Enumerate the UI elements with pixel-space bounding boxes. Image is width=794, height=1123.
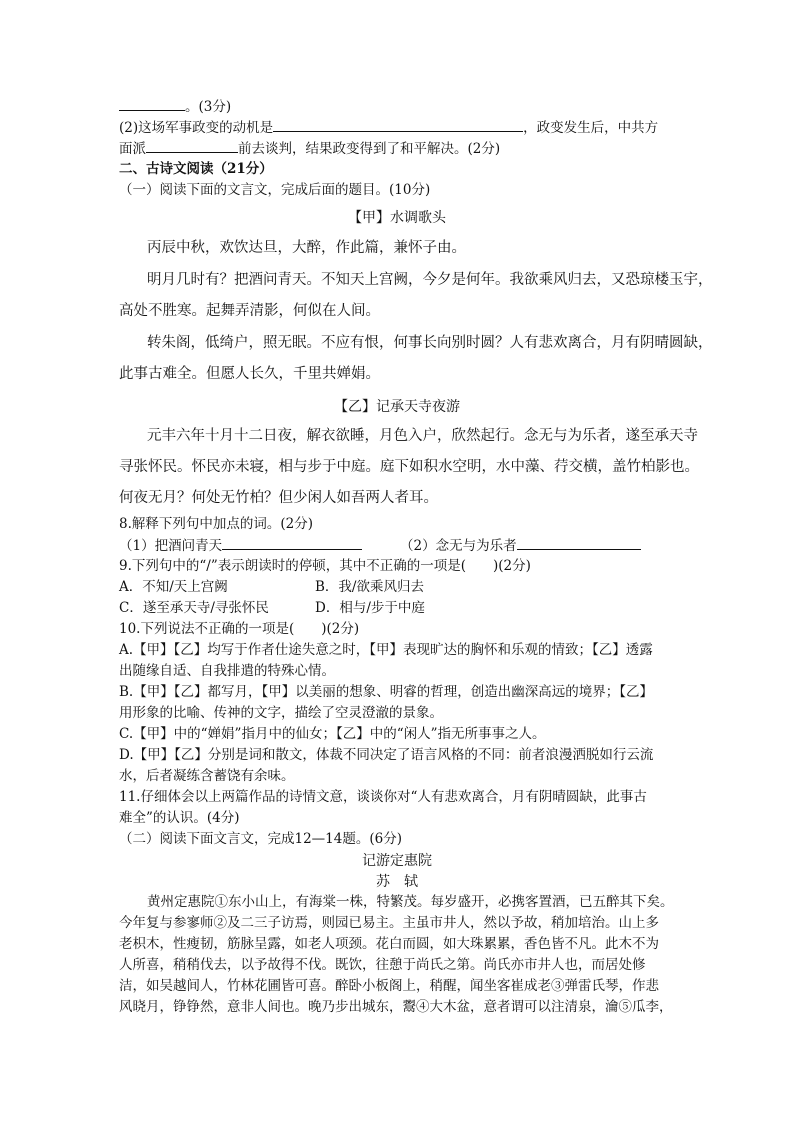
poem-a-line: 此事古难全。但愿人长久，千里共婵娟。 [119, 366, 380, 382]
question-8-items [119, 535, 362, 556]
prose-b-line: 元丰六年十月十二日夜，解衣欲睡，月色入户，欣然起行。念无与为乐者，遂至承天寺 [147, 428, 698, 444]
q10-option-d[interactable]: D.【甲】【乙】分别是词和散文，体裁不同决定了语言风格的不同：前者浪漫洒脱如行云流 [119, 747, 654, 763]
q10-option-b[interactable]: B.【甲】【乙】都写月，【甲】以美丽的想象、明睿的哲理，创造出幽深高远的境界；【乙】 [119, 684, 653, 700]
q9-option-a[interactable]: A．不知/天上宫阙 [119, 579, 228, 595]
poem-a-line: 丙辰中秋，欢饮达旦，大醉，作此篇，兼怀子由。 [147, 240, 466, 256]
answer-blank[interactable] [119, 96, 185, 111]
prose-c-line: 人所喜，稍稍伐去，以予故得不伐。既饮，往憩于尚氏之第。尚氏亦市井人也，而居处修 [119, 957, 646, 973]
subsection-heading: （一）阅读下面的文言文，完成后面的题目。(10分) [119, 182, 431, 198]
prose-c-line: 今年复与参寥师②及二三子访焉，则园已易主。主虽市井人，然以予故，稍加培治。山上多 [119, 915, 659, 931]
prose-c-line: 老枳木，性瘦韧，筋脉呈露，如老人项颈。花白而圆，如大珠累累，香色皆不凡。此木不为 [119, 936, 659, 952]
q10-option-a-cont: 出随缘自适、自我排遣的特殊心情。 [119, 663, 335, 679]
prose-b-line: 何夜无月？何处无竹柏？但少闲人如吾两人者耳。 [119, 490, 438, 506]
answer-blank[interactable] [222, 535, 362, 550]
text: 面派 [119, 141, 146, 157]
poem-title-a: 【甲】水调歌头 [348, 210, 446, 226]
q10-option-d-cont: 水，后者凝练含蓄饶有余味。 [119, 768, 295, 784]
line-q7-2b [119, 138, 500, 159]
question-11-cont: 难全”的认识。(4分) [119, 810, 240, 826]
line-q7-2 [119, 117, 658, 138]
text: 前去谈判，结果政变得到了和平解决。(2分) [238, 141, 501, 157]
prose-c-line: 洁，如吴越间人，竹林花圃皆可喜。醉卧小板阁上，稍醒，闻坐客崔成老③弹雷氏琴，作悲 [119, 978, 659, 994]
poem-a-line: 转朱阁，低绮户，照无眠。不应有恨，何事长向别时圆？人有悲欢离合，月有阴晴圆缺， [147, 335, 713, 351]
text: ，政变发生后，中共方 [523, 120, 659, 136]
question-11: 11.仔细体会以上两篇作品的诗情文意，谈谈你对“人有悲欢离合，月有阴晴圆缺，此事古 [119, 789, 647, 805]
question-8-item-2 [400, 535, 641, 556]
answer-blank[interactable] [517, 535, 641, 550]
text: (2)这场军事政变的动机是 [119, 120, 274, 136]
question-9: 9.下列句中的“/”表示朗读时的停顿，其中不正确的一项是( )(2分) [119, 558, 531, 574]
q8-item-2: （2）念无与为乐者 [400, 538, 517, 554]
q10-option-b-cont: 用形象的比喻、传神的文字，描绘了空灵澄澈的景象。 [119, 705, 443, 721]
q10-option-a[interactable]: A.【甲】【乙】均写于作者仕途失意之时，【甲】表现旷达的胸怀和乐观的情致；【乙】透露 [119, 642, 653, 658]
answer-blank[interactable] [273, 117, 523, 132]
q10-option-c[interactable]: C.【甲】中的“婵娟”指月中的仙女；【乙】中的“闲人”指无所事事之人。 [119, 726, 546, 742]
prose-title-c: 记游定惠院 [362, 853, 432, 869]
q9-option-b[interactable]: B．我/欲乘风归去 [315, 579, 424, 595]
line-answer-q7-1 [119, 96, 231, 117]
author: 苏 轼 [376, 874, 418, 890]
text: 。(3分) [185, 99, 232, 115]
poem-a-line: 明月几时有？把酒问青天。不知天上宫阙，今夕是何年。我欲乘风归去，又恐琼楼玉宇， [147, 272, 713, 288]
question-8: 8.解释下列句中加点的词。(2分) [119, 516, 314, 532]
prose-title-b: 【乙】记承天寺夜游 [334, 399, 460, 415]
question-10: 10.下列说法不正确的一项是( )(2分) [119, 621, 360, 637]
section-heading: 二、古诗文阅读（21分） [119, 161, 273, 177]
subsection-heading-2: （二）阅读下面文言文，完成12—14题。(6分) [119, 831, 402, 847]
prose-c-line: 黄州定惠院①东小山上，有海棠一株，特繁茂。每岁盛开，必携客置酒，已五醉其下矣。 [147, 894, 674, 910]
answer-blank[interactable] [146, 138, 238, 153]
prose-b-line: 寻张怀民。怀民亦未寝，相与步于中庭。庭下如积水空明，水中藻、荇交横，盖竹柏影也。 [119, 459, 699, 475]
prose-c-line: 风晓月，铮铮然，意非人间也。晚乃步出城东，鬻④大木盆，意者谓可以注清泉，瀹⑤瓜李， [119, 999, 673, 1015]
poem-a-line: 高处不胜寒。起舞弄清影，何似在人间。 [119, 303, 380, 319]
q9-option-d[interactable]: D．相与/步于中庭 [315, 600, 425, 616]
q9-option-c[interactable]: C．遂至承天寺/寻张怀民 [119, 600, 269, 616]
q8-item-1: （1）把酒问青天 [119, 538, 223, 554]
